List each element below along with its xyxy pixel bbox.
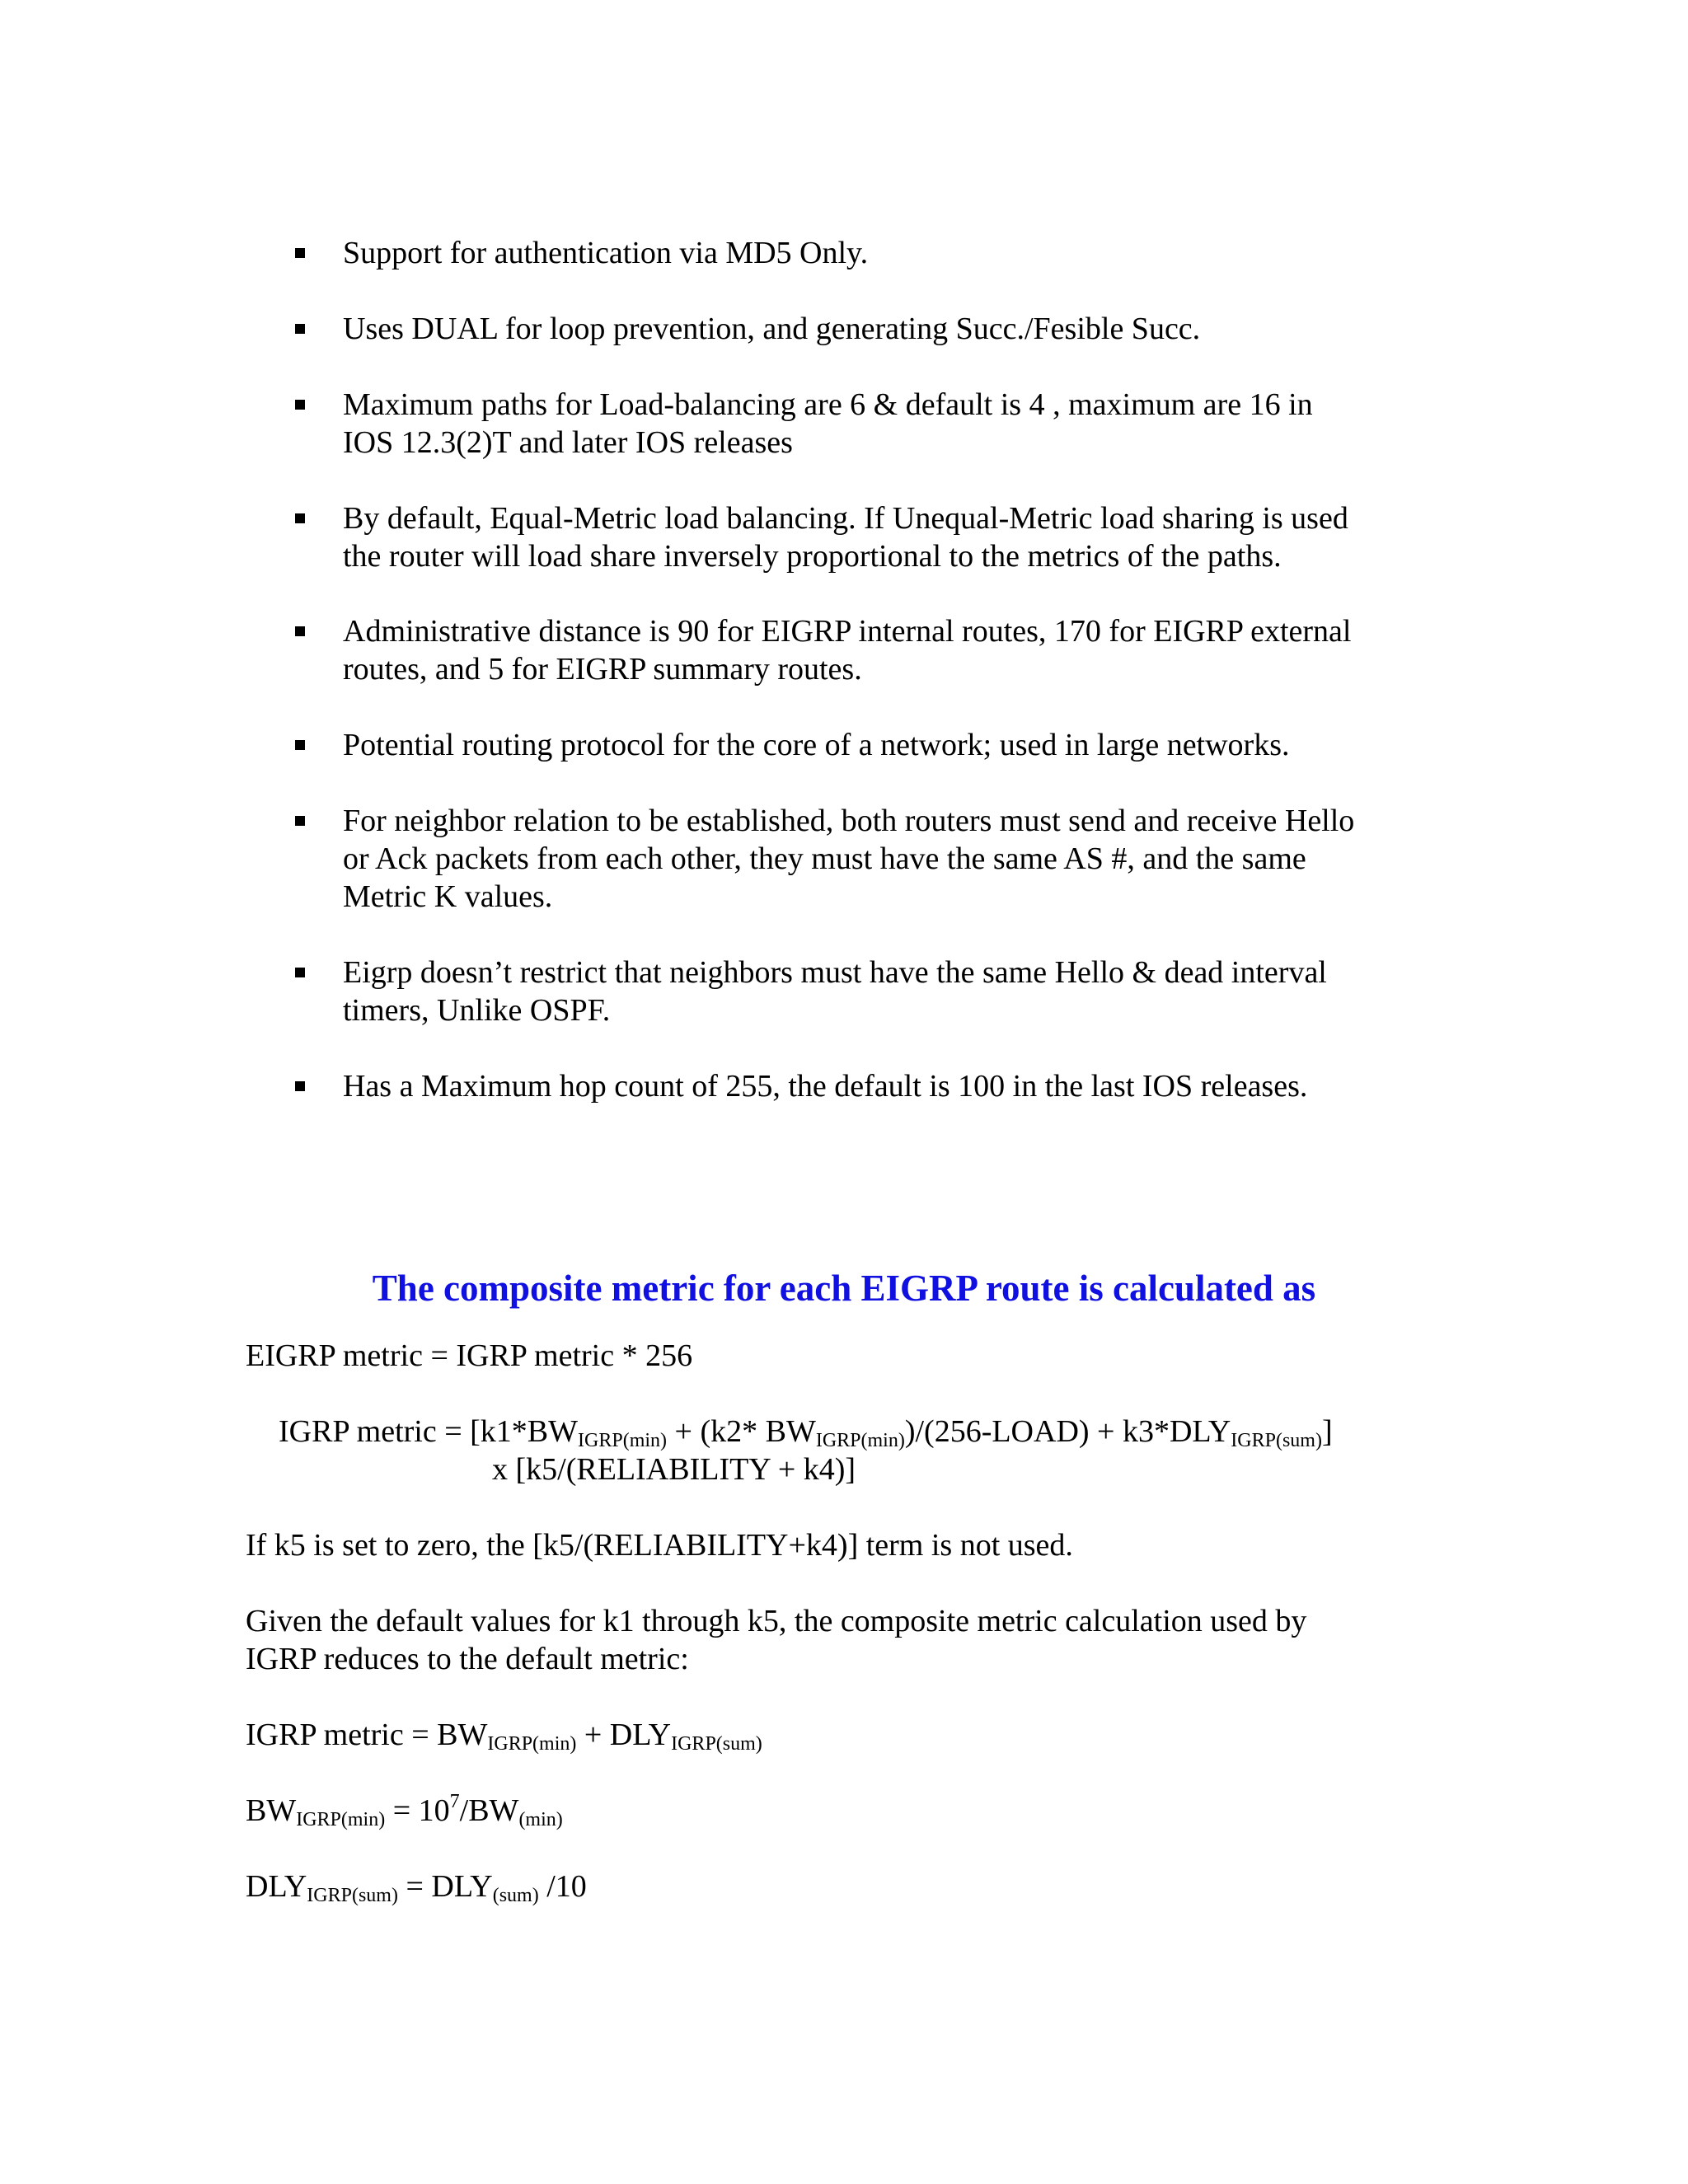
bullet-square-icon — [295, 513, 305, 523]
default-metric-part: + DLY — [576, 1718, 672, 1752]
bullet-square-icon — [295, 324, 305, 334]
bullet-text — [343, 234, 1447, 272]
igrp-formula-part: + (k2* BW — [667, 1414, 816, 1449]
bullet-square-icon — [295, 816, 305, 826]
bullet-square-icon — [295, 740, 305, 750]
dly-formula-part: = DLY — [397, 1869, 493, 1904]
bw-formula-subscript: (min) — [518, 1809, 563, 1830]
bw-formula-part: /BW — [459, 1793, 519, 1828]
bullet-square-icon — [295, 248, 305, 258]
bullet-line: Potential routing protocol for the core of a network; used in large networks. — [343, 728, 1290, 762]
dly-formula-subscript: IGRP(sum) — [307, 1885, 398, 1906]
bullet-line: timers, Unlike OSPF. — [343, 993, 611, 1028]
bullet-line: Metric K values. — [343, 879, 553, 914]
k5-note-text: If k5 is set to zero, the [k5/(RELIABILITY+k4)] term is not used. — [246, 1528, 1073, 1563]
igrp-metric-formula — [279, 1413, 1333, 1451]
bullet-line: By default, Equal-Metric load balancing. If Unequal-Metric load sharing is used — [343, 501, 1348, 536]
bullet-line: Support for authentication via MD5 Only. — [343, 236, 869, 270]
dly-formula-part: /10 — [538, 1869, 587, 1904]
bw-formula — [246, 1792, 563, 1830]
bw-formula-exponent: 7 — [449, 1791, 460, 1812]
default-metric-formula — [246, 1716, 762, 1754]
bullet-line: Eigrp doesn’t restrict that neighbors must have the same Hello & dead interval — [343, 955, 1327, 990]
bullet-line: or Ack packets from each other, they must have the same AS #, and the same — [343, 841, 1306, 876]
dly-formula-subscript: (sum) — [492, 1885, 539, 1906]
eigrp-metric-text: EIGRP metric = IGRP metric * 256 — [246, 1338, 693, 1373]
default-metric-part: IGRP metric = BW — [246, 1718, 488, 1752]
bw-formula-subscript: IGRP(min) — [296, 1809, 386, 1830]
bullet-line: routes, and 5 for EIGRP summary routes. — [343, 652, 862, 687]
bullet-square-icon — [295, 968, 305, 977]
igrp-formula-part: ] — [1321, 1414, 1333, 1449]
bullet-text — [343, 310, 1447, 348]
bullet-line: Uses DUAL for loop prevention, and generating Succ./Fesible Succ. — [343, 312, 1201, 346]
bullet-line: Administrative distance is 90 for EIGRP internal routes, 170 for EIGRP external — [343, 614, 1352, 649]
bullet-text — [343, 802, 1447, 916]
eigrp-metric-formula — [246, 1337, 692, 1375]
bullet-line: Has a Maximum hop count of 255, the default is 100 in the last IOS releases. — [343, 1069, 1308, 1104]
dly-formula-part: DLY — [246, 1869, 307, 1904]
section-heading: The composite metric for each EIGRP route is calculated as — [372, 1268, 1316, 1309]
bullet-square-icon — [295, 626, 305, 636]
bullet-text — [343, 499, 1447, 575]
bullet-square-icon — [295, 1081, 305, 1091]
default-metric-subscript: IGRP(sum) — [671, 1733, 762, 1755]
dly-formula — [246, 1868, 587, 1905]
default-metric-subscript: IGRP(min) — [487, 1733, 577, 1755]
bw-formula-part: BW — [246, 1793, 297, 1828]
igrp-formula-subscript: IGRP(sum) — [1231, 1430, 1322, 1451]
igrp-formula-part: )/(256-LOAD) + k3*DLY — [904, 1414, 1231, 1449]
igrp-formula-subscript: IGRP(min) — [815, 1430, 905, 1451]
default-note-line: Given the default values for k1 through k5, the composite metric calculation used by — [246, 1604, 1307, 1638]
bullet-square-icon — [295, 400, 305, 410]
bullet-text — [343, 612, 1447, 688]
bullet-line: For neighbor relation to be established, both routers must send and receive Hello — [343, 804, 1355, 838]
igrp-metric-formula-line2 — [492, 1451, 856, 1488]
k5-note — [246, 1526, 1073, 1564]
igrp-formula-line2-text: x [k5/(RELIABILITY + k4)] — [492, 1452, 856, 1487]
bullet-line: the router will load share inversely proportional to the metrics of the paths. — [343, 539, 1282, 574]
default-note-line: IGRP reduces to the default metric: — [246, 1642, 689, 1676]
igrp-formula-subscript: IGRP(min) — [578, 1430, 668, 1451]
bullet-text — [343, 1067, 1447, 1105]
bw-formula-part: = 10 — [385, 1793, 450, 1828]
bullet-text — [343, 726, 1447, 764]
bullet-text — [343, 386, 1447, 462]
bullet-text — [343, 954, 1447, 1029]
default-note — [246, 1602, 1306, 1678]
bullet-line: IOS 12.3(2)T and later IOS releases — [343, 425, 793, 460]
bullet-line: Maximum paths for Load-balancing are 6 & default is 4 , maximum are 16 in — [343, 387, 1313, 422]
igrp-formula-part: IGRP metric = [k1*BW — [279, 1414, 579, 1449]
